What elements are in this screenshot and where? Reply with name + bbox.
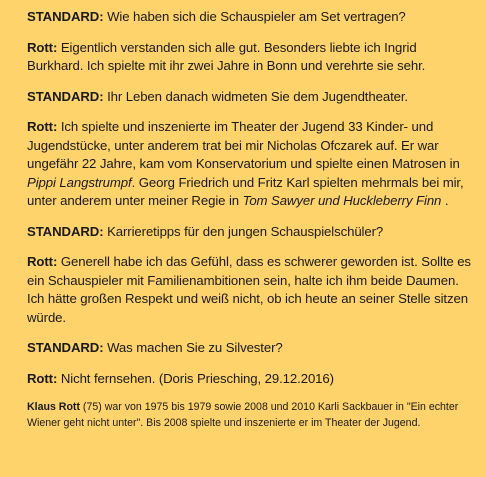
paragraph-text: . Georg Friedrich und Fritz Karl spielten mehrmals bei mir, unter anderem unter meiner Regie in xyxy=(27,174,464,208)
interview-paragraph xyxy=(27,339,474,358)
author-bio xyxy=(27,400,474,431)
paragraph-text: Wie haben sich die Schauspieler am Set vertragen? xyxy=(103,9,406,24)
paragraph-text: Ich spielte und inszenierte im Theater der Jugend 33 Kinder- und Jugendstücke, unter anderem trat bei mir Nicholas Ofczarek auf. Er war ungefähr 22 Jahre, kam vom Konservatorium und spielte einen Matrosen in xyxy=(27,119,460,171)
interview-paragraph xyxy=(27,370,474,389)
interview-paragraph xyxy=(27,39,474,76)
speaker-label: Rott: xyxy=(27,254,58,269)
bio-text: (75) war von 1975 bis 1979 sowie 2008 und 2010 Karli Sackbauer in "Ein echter Wiener geht nicht unter". Bis 2008 spielte und inszenierte er im Theater der Jugend. xyxy=(27,401,459,429)
paragraph-text: Karrieretipps für den jungen Schauspielschüler? xyxy=(103,223,384,239)
interview-paragraph xyxy=(27,88,474,107)
interview-text xyxy=(27,8,474,388)
speaker-label: STANDARD: xyxy=(27,340,104,355)
paragraph-text: Eigentlich verstanden sich alle gut. Besonders liebte ich Ingrid Burkhard. Ich spielte mit ihr zwei Jahre in Bonn und verehrte sie sehr. xyxy=(27,39,426,73)
paragraph-text: Nicht fernsehen. (Doris Priesching, 29.12.2016) xyxy=(57,370,334,386)
paragraph-text: . xyxy=(441,193,449,208)
bio-name: Klaus Rott xyxy=(27,401,80,413)
interview-paragraph xyxy=(27,8,474,27)
interview-paragraph xyxy=(27,118,474,211)
speaker-label: STANDARD: xyxy=(27,223,104,239)
italic-title: Pippi Langstrumpf xyxy=(27,174,132,190)
speaker-label: STANDARD: xyxy=(27,9,104,24)
speaker-label: Rott: xyxy=(27,119,58,134)
speaker-label: Rott: xyxy=(27,370,58,386)
paragraph-text: Generell habe ich das Gefühl, dass es schwerer geworden ist. Sollte es ein Schauspieler mit Familienambitionen sein, halte ich ihm beide Daumen. Ich hätte großen Respekt und weiß nicht, ob ich heute an seiner Stelle sitzen würde. xyxy=(27,254,471,325)
interview-paragraph xyxy=(27,253,474,327)
speaker-label: STANDARD: xyxy=(27,88,104,104)
speaker-label: Rott: xyxy=(27,39,58,55)
interview-paragraph xyxy=(27,223,474,242)
italic-title: Tom Sawyer und Huckleberry Finn xyxy=(242,193,442,208)
paragraph-text: Was machen Sie zu Silvester? xyxy=(103,340,283,355)
paragraph-text: Ihr Leben danach widmeten Sie dem Jugendtheater. xyxy=(103,88,409,104)
